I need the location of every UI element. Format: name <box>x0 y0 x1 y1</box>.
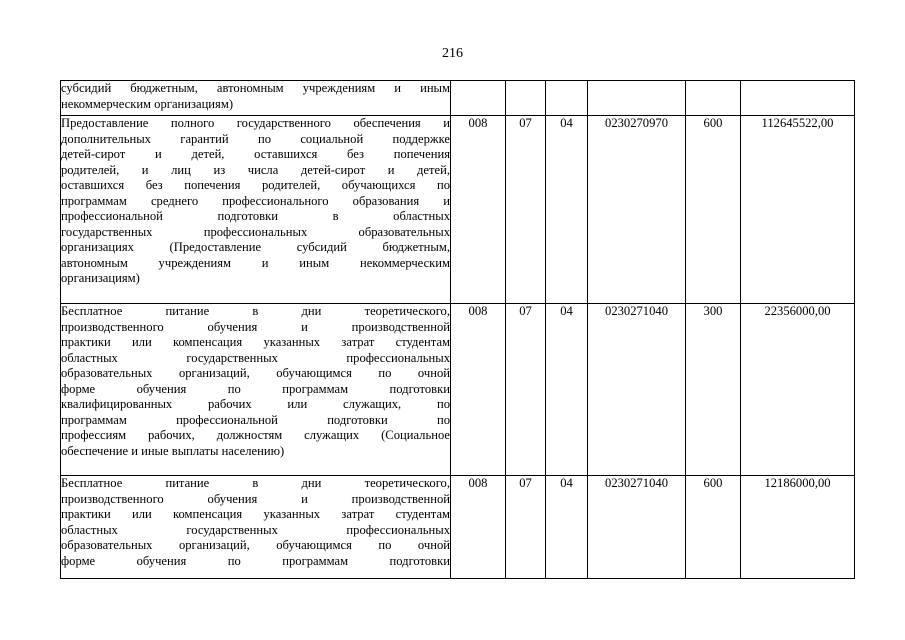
table-row <box>61 81 855 116</box>
description-line: Бесплатное питание в дни теоретического, <box>61 304 450 318</box>
table-row <box>61 476 855 579</box>
row-description <box>61 304 451 476</box>
description-line: обеспечение и иные выплаты населению) <box>61 443 285 458</box>
description-line: производственного обучения и производственной <box>61 491 450 506</box>
target-article-code: 0230270970 <box>588 116 686 304</box>
description-line: Предоставление полного государственного обеспечения и <box>61 116 450 130</box>
amount: 12186000,00 <box>741 476 855 579</box>
description-line: квалифицированных рабочих или служащих, по <box>61 397 450 411</box>
row-description <box>61 476 451 579</box>
description-line: профессиональной подготовки в областных <box>61 209 450 223</box>
section-code: 07 <box>506 476 546 579</box>
target-article-code: 0230271040 <box>588 304 686 476</box>
description-line: практики или компенсация указанных затрат студентам <box>61 335 450 349</box>
description-line: программам профессиональной подготовки по <box>61 412 450 427</box>
target-article-code <box>588 81 686 116</box>
table-row <box>61 116 855 304</box>
section-code: 07 <box>506 116 546 304</box>
expense-type-code: 600 <box>686 476 741 579</box>
description-line: детей-сирот и детей, оставшихся без попечения <box>61 147 450 161</box>
description-line: Бесплатное питание в дни теоретического, <box>61 476 450 490</box>
description-line: дополнительных гарантий по социальной поддержке <box>61 131 450 146</box>
description-line: форме обучения по программам подготовки <box>61 381 450 396</box>
section-code <box>506 81 546 116</box>
description-line: родителей, и лиц из числа детей-сирот и детей, <box>61 162 450 177</box>
description-line: программам среднего профессионального образования и <box>61 193 450 208</box>
description-line: организациям) <box>61 271 140 285</box>
description-line: некоммерческим организациям) <box>61 96 234 111</box>
description-line: государственных профессиональных образовательных <box>61 224 450 239</box>
description-line: автономным учреждениям и иным некоммерческим <box>61 255 450 270</box>
amount <box>741 81 855 116</box>
target-article-code: 0230271040 <box>588 476 686 579</box>
amount: 112645522,00 <box>741 116 855 304</box>
page-number: 216 <box>442 46 463 61</box>
description-line: образовательных организаций, обучающимся по очной <box>61 366 450 380</box>
row-description <box>61 81 451 116</box>
description-line: практики или компенсация указанных затрат студентам <box>61 507 450 521</box>
description-line: оставшихся без попечения родителей, обучающихся по <box>61 178 450 192</box>
ministry-code <box>451 81 506 116</box>
description-line: субсидий бюджетным, автономным учреждениям и иным <box>61 81 450 95</box>
subsection-code <box>546 81 588 116</box>
description-line: форме обучения по программам подготовки <box>61 553 450 568</box>
subsection-code: 04 <box>546 116 588 304</box>
subsection-code: 04 <box>546 304 588 476</box>
ministry-code: 008 <box>451 116 506 304</box>
description-line: производственного обучения и производственной <box>61 319 450 334</box>
table-row <box>61 304 855 476</box>
budget-table <box>60 80 855 579</box>
ministry-code: 008 <box>451 304 506 476</box>
amount: 22356000,00 <box>741 304 855 476</box>
expense-type-code: 600 <box>686 116 741 304</box>
row-description <box>61 116 451 304</box>
section-code: 07 <box>506 304 546 476</box>
description-line: образовательных организаций, обучающимся по очной <box>61 538 450 552</box>
description-line: областных государственных профессиональных <box>61 350 450 365</box>
description-line: организациях (Предоставление субсидий бюджетным, <box>61 240 450 254</box>
ministry-code: 008 <box>451 476 506 579</box>
description-line: профессиям рабочих, должностям служащих (Социальное <box>61 428 450 442</box>
expense-type-code: 300 <box>686 304 741 476</box>
expense-type-code <box>686 81 741 116</box>
description-line: областных государственных профессиональных <box>61 522 450 537</box>
subsection-code: 04 <box>546 476 588 579</box>
